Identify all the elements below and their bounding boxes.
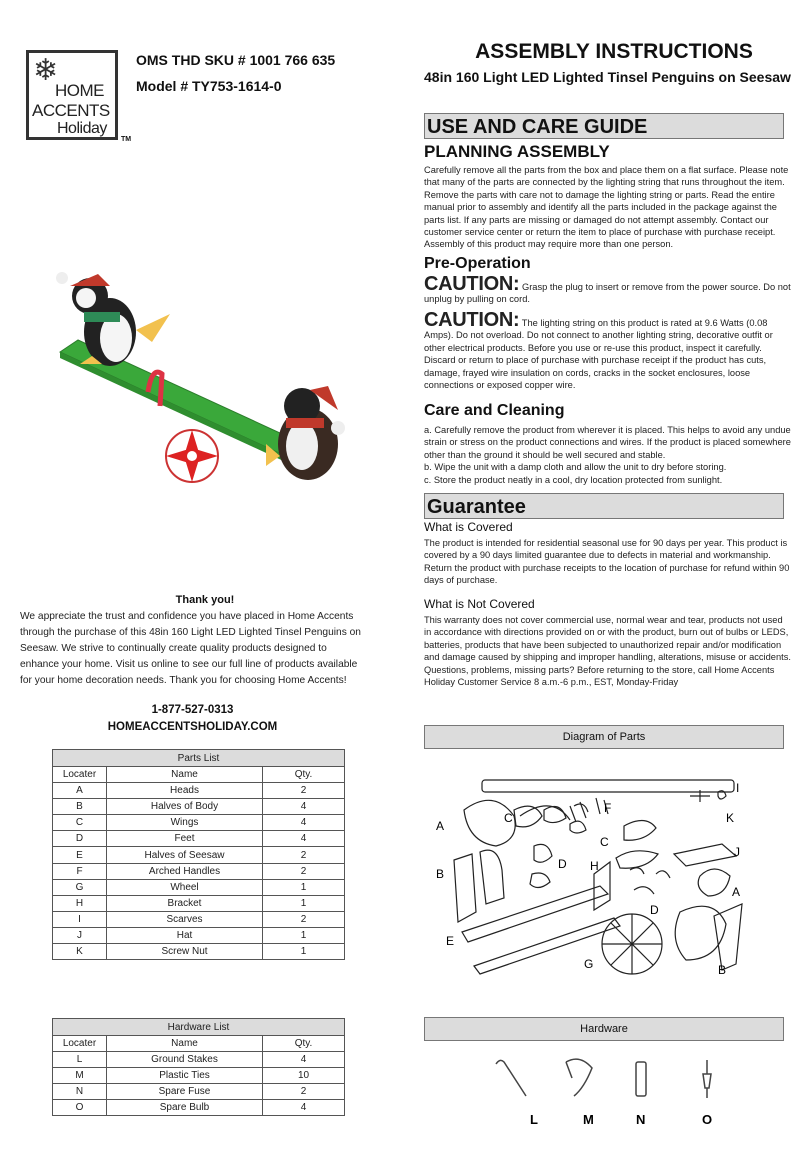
- table-cell: Hat: [107, 927, 263, 943]
- table-cell: Bracket: [107, 895, 263, 911]
- caution-1-text: Grasp the plug to insert or remove from the power source. Do not unplug by pulling on cord.: [424, 282, 791, 305]
- table-row: [53, 783, 345, 799]
- hardware-label-N: N: [636, 1112, 646, 1127]
- table-row: [53, 911, 345, 927]
- hardware_list-caption: Hardware List: [53, 1019, 345, 1036]
- column-header: Qty.: [263, 767, 345, 783]
- table-cell: Wheel: [107, 879, 263, 895]
- parts_list-caption-row: [53, 750, 345, 767]
- table-cell: Screw Nut: [107, 944, 263, 960]
- column-header: Locater: [53, 767, 107, 783]
- diagram-label-G: G: [584, 957, 594, 971]
- diagram-label-B: B: [718, 963, 727, 977]
- logo-line-1: HOME: [55, 81, 104, 100]
- hardware-label-L: L: [530, 1112, 538, 1127]
- table-header-row: [53, 767, 345, 783]
- sku-number: OMS THD SKU # 1001 766 635: [136, 52, 336, 68]
- product-name: 48in 160 Light LED Lighted Tinsel Penguins on Seesaw: [424, 69, 791, 85]
- table-cell: Spare Bulb: [107, 1100, 263, 1116]
- table-cell: N: [53, 1084, 107, 1100]
- diagram-label-A: A: [436, 819, 445, 833]
- table-cell: B: [53, 799, 107, 815]
- guarantee-header: Guarantee: [424, 493, 784, 519]
- table-cell: Arched Handles: [107, 863, 263, 879]
- covered-text: The product is intended for residential seasonal use for 90 days per year. This product is covered by a 90 days limited guarantee due to defects in material and workmanship. Return the product with purchase receipts to the location of purchase for refund within 90 days of purchase.: [424, 538, 790, 586]
- caution-1: [424, 273, 792, 306]
- table-row: [53, 927, 345, 943]
- plastic-tie-icon: [566, 1059, 592, 1096]
- diagram-label-B: B: [436, 867, 445, 881]
- use-care-header: USE AND CARE GUIDE: [424, 113, 784, 139]
- parts-list-table: [52, 749, 345, 960]
- column-header: Qty.: [263, 1036, 345, 1052]
- trademark: TM: [121, 136, 132, 143]
- table-cell: 4: [263, 1052, 345, 1068]
- table-row: [53, 895, 345, 911]
- table-row: [53, 815, 345, 831]
- table-cell: Heads: [107, 783, 263, 799]
- logo-line-3: Holiday: [57, 120, 107, 137]
- column-header: Locater: [53, 1036, 107, 1052]
- part-scarf-outline: [482, 780, 734, 792]
- peppermint-wheel: [166, 430, 218, 482]
- table-cell: 1: [263, 895, 345, 911]
- product-illustration: [40, 260, 360, 500]
- table-cell: Halves of Seesaw: [107, 847, 263, 863]
- table-cell: D: [53, 831, 107, 847]
- table-cell: 4: [263, 799, 345, 815]
- diagram-label-D: D: [650, 903, 659, 917]
- spare-bulb-icon: [703, 1060, 711, 1098]
- diagram-label-J: J: [734, 845, 740, 859]
- table-cell: 1: [263, 944, 345, 960]
- table-cell: A: [53, 783, 107, 799]
- website: HOMEACCENTSHOLIDAY.COM: [107, 721, 278, 733]
- table-row: [53, 1100, 345, 1116]
- hardware-diagram: [424, 1048, 784, 1128]
- table-row: [53, 1052, 345, 1068]
- thanks-title: Thank you!: [175, 594, 235, 606]
- preop-title: Pre-Operation: [424, 255, 531, 272]
- diagram-label-D: D: [558, 857, 567, 871]
- table-row: [53, 1084, 345, 1100]
- model-number: Model # TY753-1614-0: [136, 78, 282, 94]
- table-cell: Plastic Ties: [107, 1068, 263, 1084]
- table-cell: I: [53, 911, 107, 927]
- parts-diagram: [424, 770, 784, 990]
- page-title: ASSEMBLY INSTRUCTIONS: [475, 40, 753, 63]
- table-cell: 10: [263, 1068, 345, 1084]
- caution-label: CAUTION:: [424, 273, 520, 295]
- diagram-label-K: K: [726, 811, 735, 825]
- table-cell: O: [53, 1100, 107, 1116]
- planning-title: PLANNING ASSEMBLY: [424, 142, 610, 161]
- diagram-label-F: F: [604, 801, 612, 815]
- column-header: Name: [107, 767, 263, 783]
- table-row: [53, 799, 345, 815]
- caution-label: CAUTION:: [424, 309, 520, 331]
- column-header: Name: [107, 1036, 263, 1052]
- table-cell: J: [53, 927, 107, 943]
- table-cell: 4: [263, 831, 345, 847]
- table-cell: Halves of Body: [107, 799, 263, 815]
- care-title: Care and Cleaning: [424, 402, 565, 419]
- brand-logo: [26, 50, 118, 140]
- not-covered-title: What is Not Covered: [424, 597, 535, 611]
- table-cell: 4: [263, 815, 345, 831]
- table-cell: E: [53, 847, 107, 863]
- table-row: [53, 831, 345, 847]
- table-cell: Ground Stakes: [107, 1052, 263, 1068]
- diagram-label-C: C: [504, 811, 513, 825]
- table-cell: C: [53, 815, 107, 831]
- spare-fuse-icon: [636, 1062, 646, 1096]
- table-row: [53, 1068, 345, 1084]
- table-cell: 2: [263, 783, 345, 799]
- care-text: a. Carefully remove the product from wherever it is placed. This helps to avoid any undue strain or stress on the product connections and wires. If the product is placed somewhere other than the ground it should be well secured and stable. b. Wipe the unit with a damp cloth and allow the unit to dry before storing. c. Store the product neatly in a cool, dry location protected from sunlight.: [424, 425, 791, 485]
- table-cell: M: [53, 1068, 107, 1084]
- snowflake-icon: ❄: [33, 53, 59, 88]
- table-row: [53, 944, 345, 960]
- table-header-row: [53, 1036, 345, 1052]
- planning-text: Carefully remove all the parts from the box and place them on a flat surface. Please note that many of the parts are connected by the lighting string that runs throughout the item. Remove the parts with care not to damage the lighting string or parts. Read the entire manual prior to assembly and identify all the parts included in the package against the parts list. If any parts are missing or damaged do not attempt assembly. Contact our customer service center or return the item to place of purchase with purchase receipt. Assembly of this product may require more than one person.: [424, 165, 789, 250]
- parts_list-caption: Parts List: [53, 750, 345, 767]
- table-cell: K: [53, 944, 107, 960]
- hardware-label-M: M: [583, 1112, 594, 1127]
- table-cell: F: [53, 863, 107, 879]
- table-cell: L: [53, 1052, 107, 1068]
- diagram-label-I: I: [736, 781, 740, 795]
- hardware_list-caption-row: [53, 1019, 345, 1036]
- table-row: [53, 879, 345, 895]
- table-cell: 2: [263, 1084, 345, 1100]
- table-row: [53, 847, 345, 863]
- hardware-list-table: [52, 1018, 345, 1116]
- table-cell: 2: [263, 847, 345, 863]
- table-cell: 1: [263, 927, 345, 943]
- table-cell: 1: [263, 879, 345, 895]
- table-cell: 4: [263, 1100, 345, 1116]
- table-row: [53, 863, 345, 879]
- table-cell: Feet: [107, 831, 263, 847]
- table-cell: Wings: [107, 815, 263, 831]
- diagram-label-H: H: [590, 859, 599, 873]
- table-cell: H: [53, 895, 107, 911]
- table-cell: Spare Fuse: [107, 1084, 263, 1100]
- caution-2-text: The lighting string on this product is rated at 9.6 Watts (0.08 Amps). Do not overload. Do not connect to another lighting string, decorative outfit or other electrical products. Before you use or re-use this product, inspect it carefully. Discard or return to place of purchase with purchase receipt if the product has cuts, damage, frayed wire insulation on cords, cracks in the socket enclosures, loose connections or exposed copper wire.: [424, 318, 773, 391]
- table-cell: Scarves: [107, 911, 263, 927]
- thanks-body: We appreciate the trust and confidence you have placed in Home Accents through the purchase of this 48in 160 Light LED Lighted Tinsel Penguins on Seesaw. We strive to continually create quality products designed to enhance your home. Visit us online to see our full line of products available for your home decoration needs. Thank you for choosing Home Accents!: [20, 611, 361, 686]
- diagram-label-A: A: [732, 885, 741, 899]
- diagram-header: Diagram of Parts: [424, 725, 784, 749]
- caution-2: [424, 309, 792, 391]
- table-cell: G: [53, 879, 107, 895]
- phone-number: 1-877-527-0313: [151, 704, 234, 716]
- table-cell: 2: [263, 911, 345, 927]
- covered-title: What is Covered: [424, 520, 513, 534]
- not-covered-text: This warranty does not cover commercial use, normal wear and tear, products not used in accordance with directions provided on or with the product, burn out of bulbs or LEDS, batteries, products that have been subjected to unauthorized repair and/or modification and damage caused by shipping and improper handling, alterations, misuse or accidents. Questions, problems, missing parts? Before returning to the store, call Home Accents Holiday Customer Service 8 a.m.-6 p.m., EST, Monday-Friday: [424, 615, 791, 688]
- logo-line-2: ACCENTS: [32, 101, 110, 120]
- table-cell: 2: [263, 863, 345, 879]
- hardware-header: Hardware: [424, 1017, 784, 1041]
- hardware-label-O: O: [702, 1112, 713, 1127]
- diagram-label-C: C: [600, 835, 609, 849]
- ground-stake-icon: [496, 1060, 526, 1096]
- diagram-label-E: E: [446, 934, 455, 948]
